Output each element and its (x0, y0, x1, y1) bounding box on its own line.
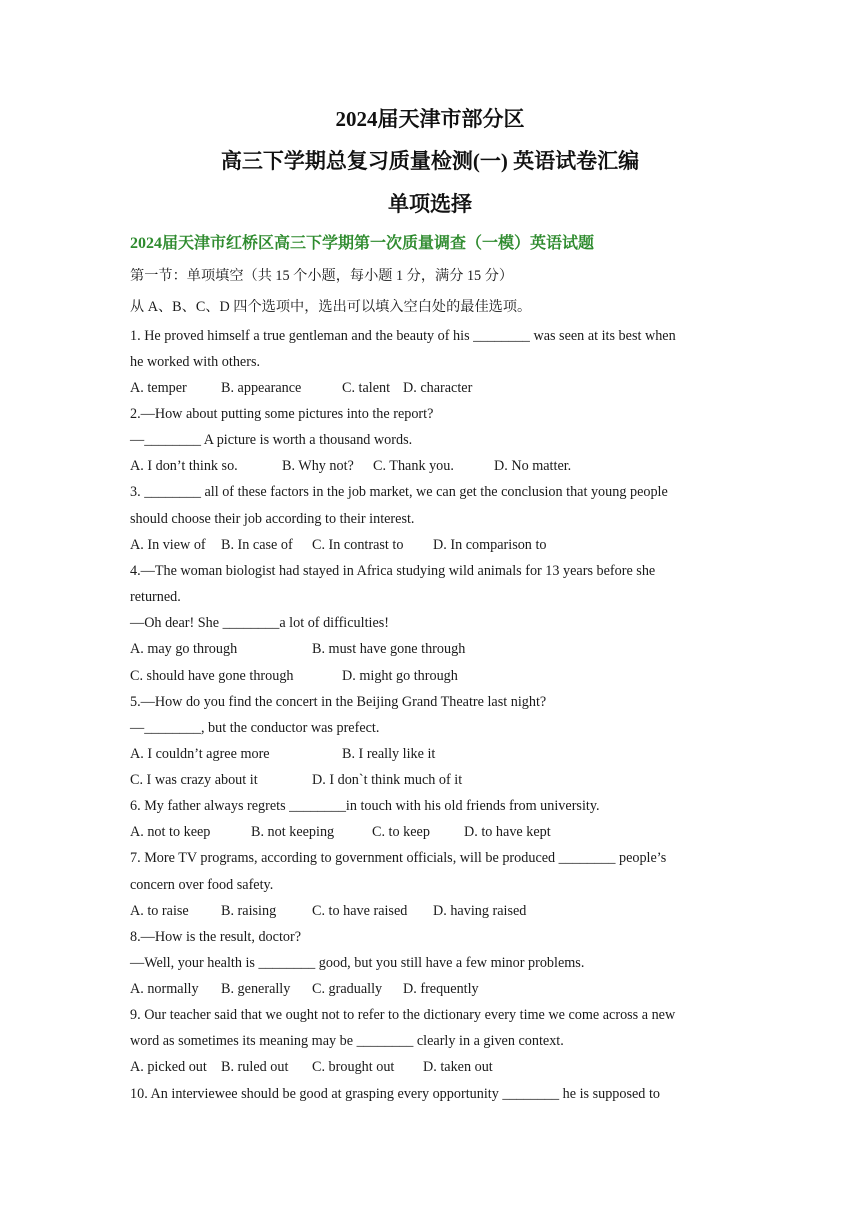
question-9-stem: word as sometimes its meaning may be ________ clearly in a given context. (130, 1033, 564, 1049)
option-b: B. In case of (221, 537, 293, 553)
doc-title-line-3: 单项选择 (388, 192, 472, 216)
question-1-stem: he worked with others. (130, 354, 261, 370)
option-c: C. gradually (312, 981, 383, 997)
option-d: D. No matter. (494, 458, 572, 474)
option-c: C. In contrast to (312, 537, 404, 553)
option-d: D. might go through (342, 668, 458, 684)
option-d: D. In comparison to (433, 537, 547, 553)
option-a: A. not to keep (130, 824, 211, 840)
option-d: D. to have kept (464, 824, 551, 840)
option-c: C. to have raised (312, 903, 408, 919)
option-b: B. ruled out (221, 1059, 289, 1075)
question-2-stem: —________ A picture is worth a thousand words. (130, 432, 413, 448)
option-c: C. I was crazy about it (130, 772, 258, 788)
option-a: A. temper (130, 380, 187, 396)
question-4-stem: —Oh dear! She ________a lot of difficulties! (130, 615, 389, 631)
question-8-stem: —Well, your health is ________ good, but you still have a few minor problems. (130, 955, 585, 971)
option-a: A. picked out (130, 1059, 207, 1075)
option-b: B. must have gone through (312, 641, 466, 657)
section-title: 2024届天津市红桥区高三下学期第一次质量调查（一模）英语试题 (130, 235, 595, 252)
question-7-stem: 7. More TV programs, according to government officials, will be produced ________ people’s (130, 850, 667, 866)
question-7-stem: concern over food safety. (130, 877, 274, 893)
question-8-stem: 8.—How is the result, doctor? (130, 929, 302, 945)
question-1-stem: 1. He proved himself a true gentleman and the beauty of his ________ was seen at its best when (130, 328, 676, 344)
option-c: C. brought out (312, 1059, 395, 1075)
question-10-stem: 10. An interviewee should be good at grasping every opportunity ________ he is supposed to (130, 1086, 660, 1102)
option-d: D. having raised (433, 903, 527, 919)
question-5-stem: —________, but the conductor was prefect. (130, 720, 380, 736)
question-4-stem: 4.—The woman biologist had stayed in Africa studying wild animals for 13 years before she (130, 563, 656, 579)
option-c: C. should have gone through (130, 668, 294, 684)
question-4-stem: returned. (130, 589, 181, 605)
option-b: B. raising (221, 903, 277, 919)
option-b: B. I really like it (342, 746, 436, 762)
option-c: C. talent (342, 380, 391, 396)
instruction-line: 第一节：单项填空（共 15 个小题，每小题 1 分，满分 15 分） (130, 268, 514, 284)
option-a: A. to raise (130, 903, 189, 919)
question-6-stem: 6. My father always regrets ________in touch with his old friends from university. (130, 798, 600, 814)
option-a: A. may go through (130, 641, 238, 657)
instruction-line: 从 A、B、C、D 四个选项中，选出可以填入空白处的最佳选项。 (130, 299, 532, 315)
question-5-stem: 5.—How do you find the concert in the Beijing Grand Theatre last night? (130, 694, 547, 710)
doc-title-line-1: 2024届天津市部分区 (335, 107, 525, 131)
option-a: A. In view of (130, 537, 206, 553)
option-b: B. not keeping (251, 824, 335, 840)
option-a: A. normally (130, 981, 199, 997)
question-2-stem: 2.—How about putting some pictures into the report? (130, 406, 434, 422)
question-9-stem: 9. Our teacher said that we ought not to refer to the dictionary every time we come across a new (130, 1007, 676, 1023)
option-a: A. I don’t think so. (130, 458, 238, 474)
question-3-stem: 3. ________ all of these factors in the job market, we can get the conclusion that young people (130, 484, 668, 500)
doc-title-line-2: 高三下学期总复习质量检测(一) 英语试卷汇编 (220, 149, 640, 173)
option-c: C. Thank you. (373, 458, 454, 474)
option-d: D. taken out (423, 1059, 493, 1075)
option-b: B. generally (221, 981, 291, 997)
option-b: B. Why not? (282, 458, 354, 474)
option-a: A. I couldn’t agree more (130, 746, 270, 762)
option-d: D. frequently (403, 981, 479, 997)
question-3-stem: should choose their job according to their interest. (130, 511, 415, 527)
option-b: B. appearance (221, 380, 302, 396)
option-d: D. character (403, 380, 473, 396)
option-c: C. to keep (372, 824, 430, 840)
option-d: D. I don`t think much of it (312, 772, 463, 788)
